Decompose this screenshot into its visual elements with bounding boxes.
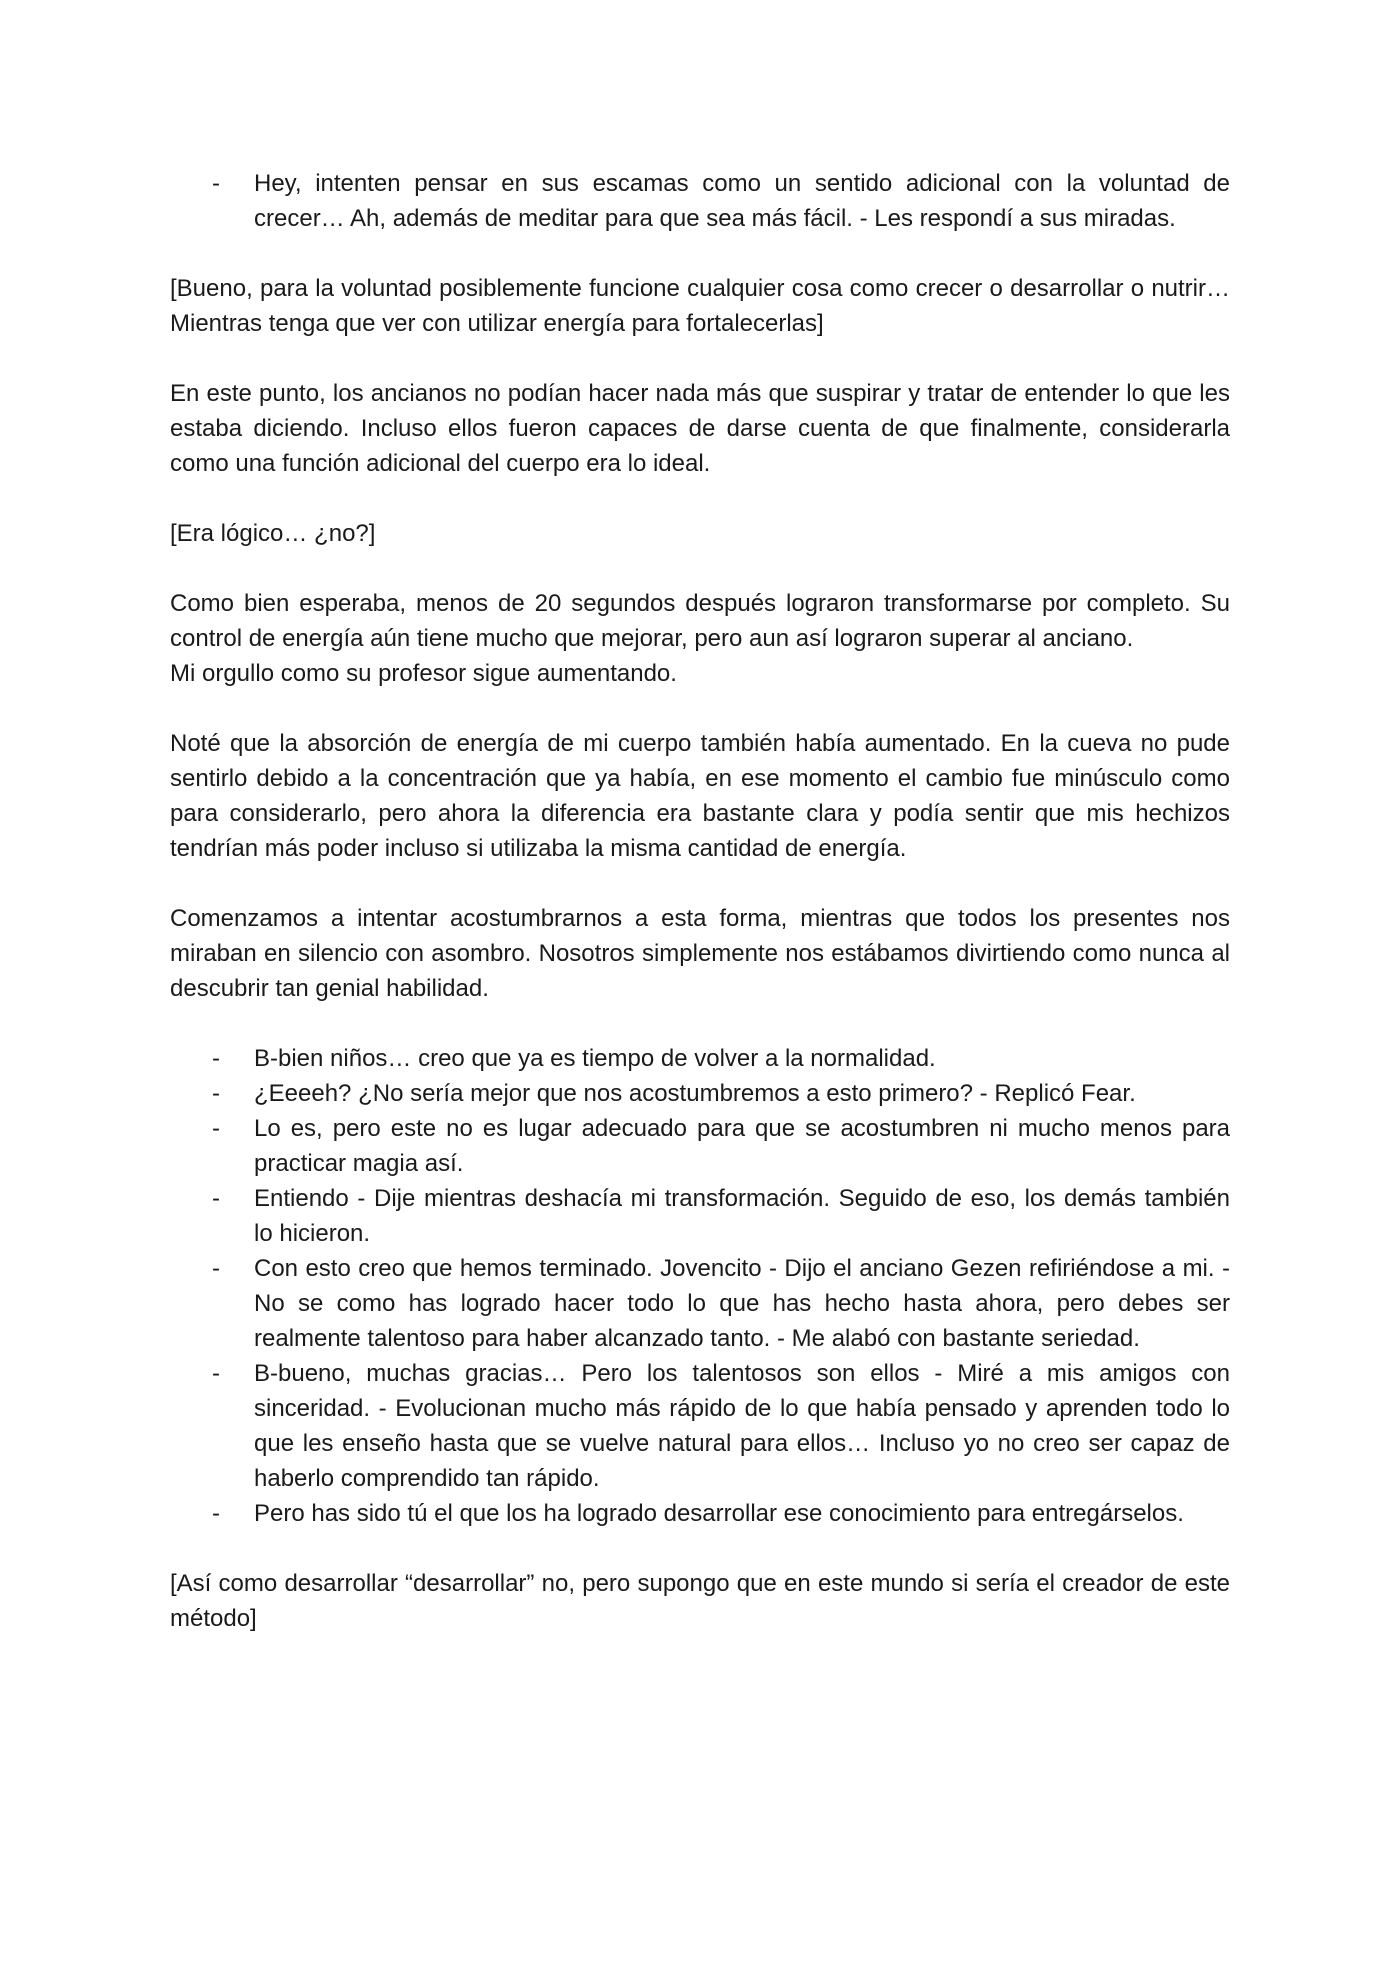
dialogue-line: [170, 1041, 1230, 1076]
dialogue-text: Hey, intenten pensar en sus escamas como un sentido adicional con la voluntad de crecer… Ah, además de meditar para que sea más fácil. - Les respondí a sus miradas.: [254, 170, 1230, 232]
dialogue-line: [170, 1181, 1230, 1251]
bracket-thought-1: [Bueno, para la voluntad posiblemente funcione cualquier cosa como crecer o desarrollar o nutrir… Mientras tenga que ver con utilizar energía para fortalecerlas]: [170, 275, 1230, 337]
dialogue-text: B-bueno, muchas gracias… Pero los talentosos son ellos - Miré a mis amigos con sinceridad. - Evolucionan mucho más rápido de lo que había pensado y aprenden todo lo que les enseño hasta que se vuelve natural para ellos… Incluso yo no creo ser capaz de haberlo comprendido tan rápido.: [254, 1360, 1230, 1492]
bracket-thought-2: [Era lógico… ¿no?]: [170, 520, 376, 547]
dialogue-text: Entiendo - Dije mientras deshacía mi transformación. Seguido de eso, los demás también lo hicieron.: [254, 1185, 1230, 1247]
dialogue-line: [170, 1356, 1230, 1496]
dash-marker: -: [212, 1080, 220, 1107]
paragraph-getting-used: Comenzamos a intentar acostumbrarnos a esta forma, mientras que todos los presentes nos miraban en silencio con asombro. Nosotros simplemente nos estábamos divirtiendo como nunca al descubrir tan genial habilidad.: [170, 905, 1230, 1002]
dialogue-text: ¿Eeeeh? ¿No sería mejor que nos acostumbremos a esto primero? - Replicó Fear.: [254, 1080, 1136, 1107]
dash-marker: -: [212, 1255, 220, 1282]
paragraph-transformation: Como bien esperaba, menos de 20 segundos después lograron transformarse por completo. Su control de energía aún tiene mucho que mejorar, pero aun así lograron superar al anciano.: [170, 590, 1230, 652]
dialogue-text: Lo es, pero este no es lugar adecuado para que se acostumbren ni mucho menos para practicar magia así.: [254, 1115, 1230, 1177]
bracket-thought-3: [Así como desarrollar “desarrollar” no, pero supongo que en este mundo si sería el creador de este método]: [170, 1570, 1230, 1632]
dialogue-line: [170, 1496, 1230, 1531]
dialogue-line: [170, 166, 1230, 236]
dash-marker: -: [212, 1500, 220, 1527]
dialogue-text: Con esto creo que hemos terminado. Jovencito - Dijo el anciano Gezen refiriéndose a mi. - No se como has logrado hacer todo lo que has hecho hasta ahora, pero debes ser realmente talentoso para haber alcanzado tanto. - Me alabó con bastante seriedad.: [254, 1255, 1230, 1352]
dash-marker: -: [212, 1185, 220, 1212]
dash-marker: -: [212, 1045, 220, 1072]
paragraph-absorption: Noté que la absorción de energía de mi cuerpo también había aumentado. En la cueva no pude sentirlo debido a la concentración que ya había, en ese momento el cambio fue minúsculo como para considerarlo, pero ahora la diferencia era bastante clara y podía sentir que mis hechizos tendrían más poder incluso si utilizaba la misma cantidad de energía.: [170, 730, 1230, 862]
paragraph-elders: En este punto, los ancianos no podían hacer nada más que suspirar y tratar de entender lo que les estaba diciendo. Incluso ellos fueron capaces de darse cuenta de que finalmente, considerarla como una función adicional del cuerpo era lo ideal.: [170, 380, 1230, 477]
dialogue-text: B-bien niños… creo que ya es tiempo de volver a la normalidad.: [254, 1045, 936, 1072]
dialogue-block-1: [170, 166, 1230, 236]
dash-marker: -: [212, 1360, 220, 1387]
dash-marker: -: [212, 1115, 220, 1142]
dialogue-block-2: [170, 1041, 1230, 1531]
dialogue-line: [170, 1111, 1230, 1181]
dash-marker: -: [212, 170, 220, 197]
document-page: [170, 166, 1230, 1671]
paragraph-pride: Mi orgullo como su profesor sigue aumentando.: [170, 660, 677, 687]
dialogue-line: [170, 1251, 1230, 1356]
dialogue-text: Pero has sido tú el que los ha logrado desarrollar ese conocimiento para entregárselos.: [254, 1500, 1184, 1527]
dialogue-line: [170, 1076, 1230, 1111]
